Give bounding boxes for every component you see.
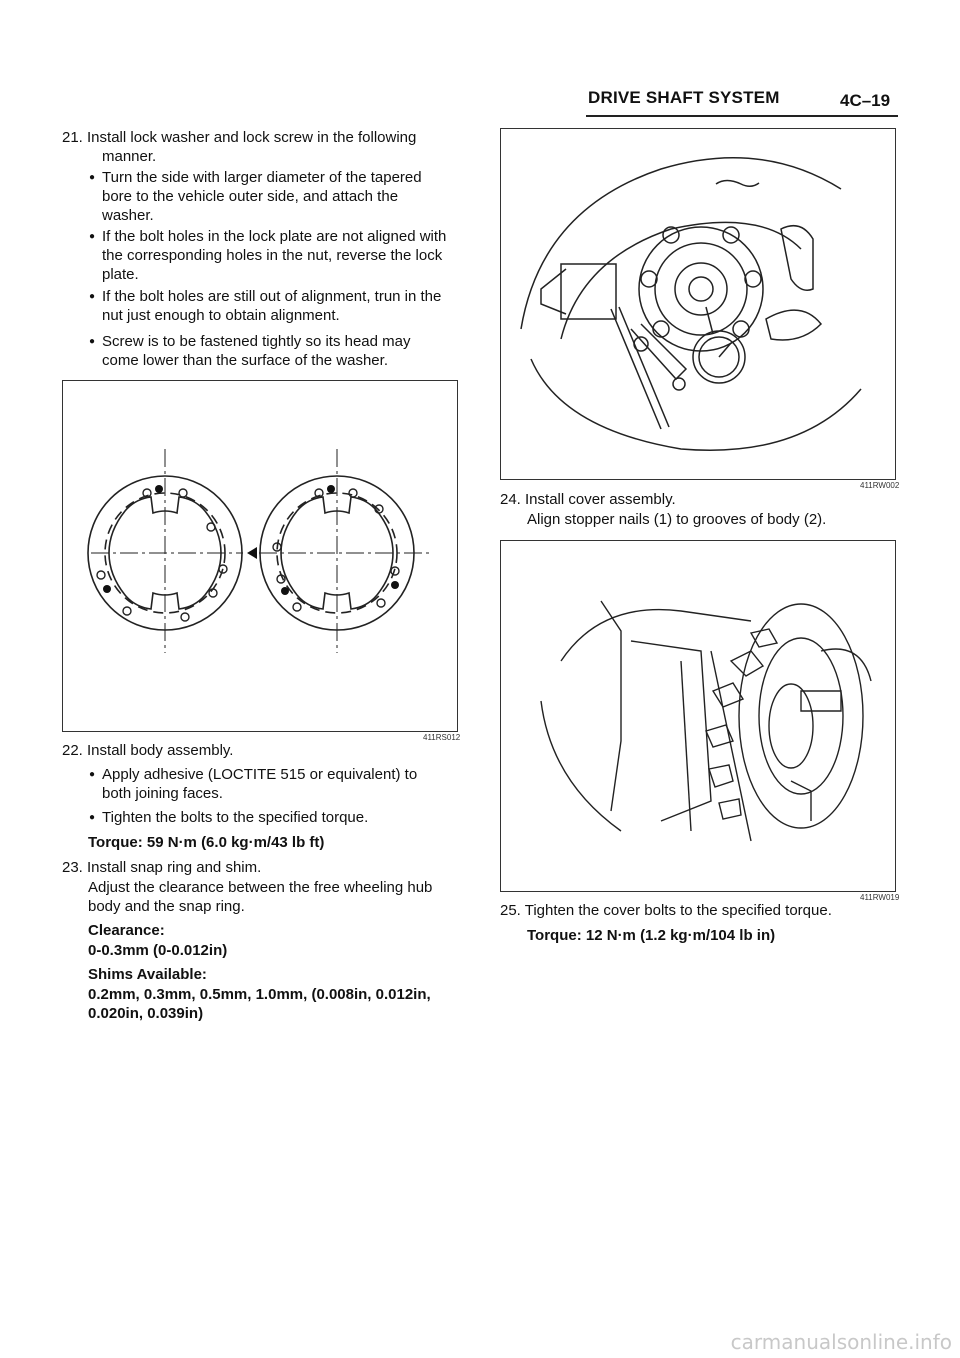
figure-3-code: 411RW019 bbox=[860, 893, 900, 902]
step-23: 23. Install snap ring and shim. bbox=[62, 859, 262, 876]
figure-1-code: 411RS012 bbox=[423, 733, 461, 742]
step-25-torque: Torque: 12 N·m (1.2 kg·m/104 lb in) bbox=[527, 927, 776, 944]
clearance-label: Clearance: bbox=[88, 922, 165, 939]
cover-assembly-illustration bbox=[501, 541, 895, 891]
lock-washer-diagram bbox=[63, 381, 457, 731]
step-21-bullet-3: ● If the bolt holes are still out of alignment, trun in the nut just enough to obtain alignment. bbox=[102, 287, 460, 325]
step-23-detail: Adjust the clearance between the free wheeling hub body and the snap ring. bbox=[88, 879, 433, 915]
clearance-value: 0-0.3mm (0-0.012in) bbox=[88, 942, 228, 959]
shims-label: Shims Available: bbox=[88, 966, 207, 983]
step-21-bullet-4: ● Screw is to be fastened tightly so its head may come lower than the surface of the washer. bbox=[102, 332, 460, 370]
step-21-line1: 21. Install lock washer and lock screw in the following bbox=[62, 129, 417, 146]
figure-2-code: 411RW002 bbox=[860, 481, 900, 490]
dial-gauge-illustration bbox=[501, 129, 895, 479]
step-21 bbox=[62, 128, 460, 166]
step-21-line2: manner. bbox=[102, 148, 157, 165]
step-24: 24. Install cover assembly. bbox=[500, 491, 676, 508]
step-21-bullet-1: ● Turn the side with larger diameter of the tapered bore to the vehicle outer side, and attach the washer. bbox=[102, 168, 460, 225]
step-22-bullet-2: ● Tighten the bolts to the specified torque. bbox=[102, 808, 460, 827]
page-number: 4C–19 bbox=[840, 91, 891, 110]
figure-dial-gauge bbox=[500, 128, 896, 480]
step-22: 22. Install body assembly. bbox=[62, 742, 234, 759]
section-title: DRIVE SHAFT SYSTEM bbox=[588, 88, 780, 107]
header-rule bbox=[586, 115, 898, 117]
watermark: carmanualsonline.info bbox=[730, 1330, 952, 1354]
figure-cover-assembly bbox=[500, 540, 896, 892]
shims-values: 0.2mm, 0.3mm, 0.5mm, 1.0mm, (0.008in, 0.012in, 0.020in, 0.039in) bbox=[88, 986, 431, 1022]
step-21-bullet-2: ● If the bolt holes in the lock plate are not aligned with the corresponding holes in the nut, reverse the lock plate. bbox=[102, 227, 460, 284]
step-25: 25. Tighten the cover bolts to the specified torque. bbox=[500, 902, 832, 919]
step-22-torque: Torque: 59 N·m (6.0 kg·m/43 lb ft) bbox=[88, 834, 325, 851]
step-24-detail: Align stopper nails (1) to grooves of body (2). bbox=[527, 511, 827, 528]
figure-lock-washer bbox=[62, 380, 458, 732]
step-22-bullet-1: ● Apply adhesive (LOCTITE 515 or equivalent) to both joining faces. bbox=[102, 765, 460, 803]
